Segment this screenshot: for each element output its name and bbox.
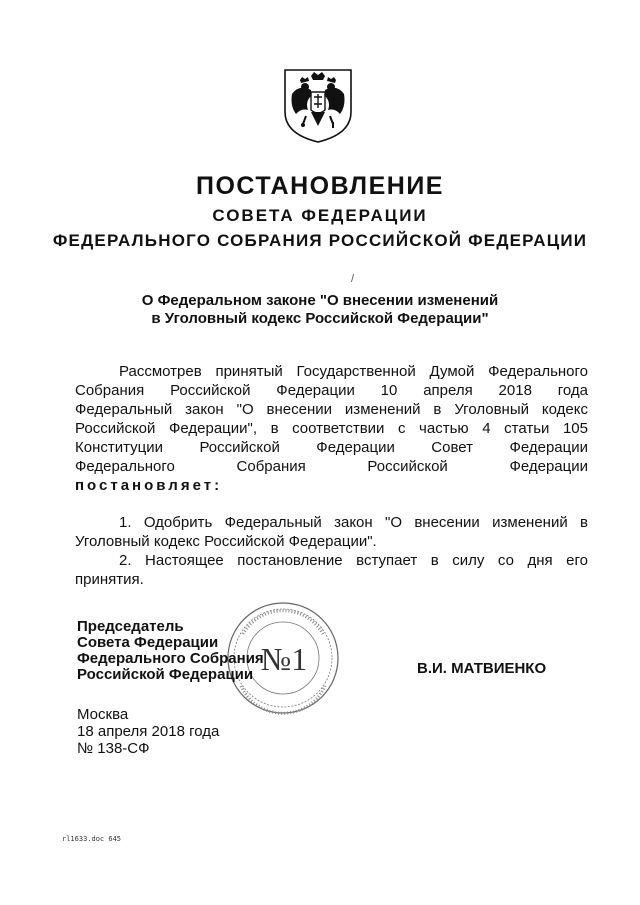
preamble [75,362,588,495]
document-number: № 138-СФ [77,740,150,757]
stamp-number: №1 [260,641,308,677]
item-line: 2. Настоящее постановление вступает в силу со дня его [119,552,588,569]
issuer-line-1: СОВЕТА ФЕДЕРАЦИИ [212,206,428,225]
item-line: Уголовный кодекс Российской Федерации". [75,533,377,550]
subject-line: О Федеральном законе "О внесении изменений [141,292,499,309]
pen-mark: / [351,273,355,285]
position-line: Федерального Собрания [77,650,264,667]
position-line: Российской Федерации [77,666,254,683]
file-reference: rl1633.doc 645 [62,835,122,843]
preamble-line: Конституции Российской Федерации Совет Федерации [75,439,588,456]
date: 18 апреля 2018 года [77,723,220,740]
issuer-line-2: ФЕДЕРАЛЬНОГО СОБРАНИЯ РОССИЙСКОЙ ФЕДЕРАЦИИ [52,231,588,250]
document-subject [100,292,540,328]
preamble-line: Рассмотрев принятый Государственной Думой Федерального [119,363,588,380]
item-line: принятия. [75,571,144,588]
place-and-date [77,706,219,757]
subject-line: в Уголовный кодекс Российской Федерации" [151,310,489,327]
position-line: Совета Федерации [77,634,219,651]
item-line: 1. Одобрить Федеральный закон "О внесении изменений в [119,514,588,531]
signatory-position [77,619,264,683]
preamble-line: Федерального Собрания Российской Федерации [75,458,588,475]
preamble-line: Собрания Российской Федерации 10 апреля 2018 года [75,382,588,399]
document-title: ПОСТАНОВЛЕНИЕ [196,172,444,200]
coat-of-arms-icon [281,66,355,144]
resolution-items [75,513,588,589]
decree-word: постановляет: [75,477,223,494]
signatory-name: В.И. МАТВИЕНКО [417,660,547,677]
city: Москва [77,706,129,723]
preamble-line: Российской Федерации", в соответствии с частью 4 статьи 105 [75,420,588,437]
preamble-line: Федеральный закон "О внесении изменений в Уголовный кодекс [75,401,588,418]
position-line: Председатель [77,618,184,635]
